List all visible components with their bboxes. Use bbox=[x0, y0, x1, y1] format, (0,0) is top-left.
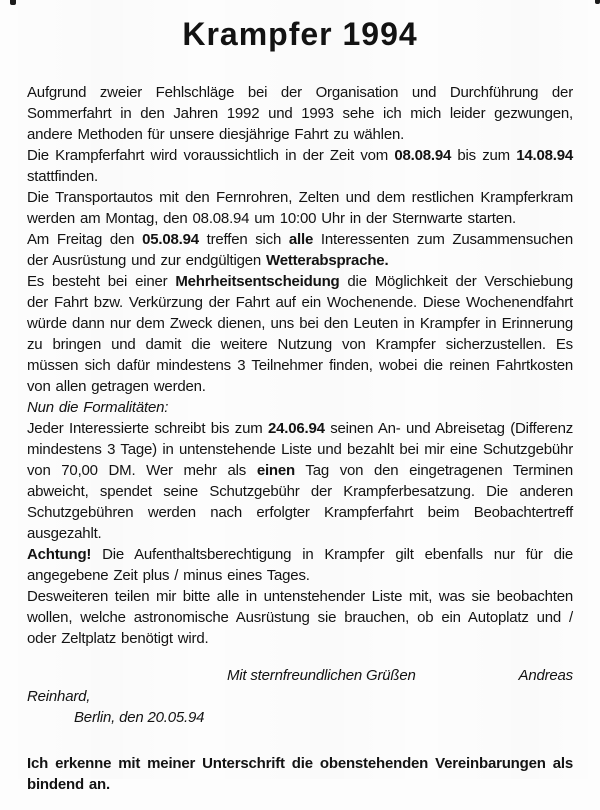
paragraph: Desweiteren teilen mir bitte alle in untenstehender Liste mit, was sie beobachten wollen, welche astronomische Ausrüstung sie brauchen, ob ein Autoplatz und / oder Zeltplatz benötigt wird. bbox=[27, 588, 573, 647]
closing-block bbox=[27, 665, 573, 728]
closing-line bbox=[27, 665, 573, 686]
scan-artifact-top-left bbox=[10, 0, 16, 5]
paragraph: Die Krampferfahrt wird voraussichtlich in der Zeit vom 08.08.94 bis zum 14.08.94 stattfinden. bbox=[27, 147, 574, 185]
paragraph: Am Freitag den 05.08.94 treffen sich alle Interessenten zum Zusammensuchen der Ausrüstung und zur endgültigen Wetterabsprache. bbox=[27, 231, 573, 269]
paragraph: Es besteht bei einer Mehrheitsentscheidung die Möglichkeit der Verschiebung der Fahrt bzw. Verkürzung der Fahrt auf ein Wochenende. Diese Wochenendfahrt würde dann nur dem Zweck dienen, uns bei den Leuten in Krampfer in Erinnerung zu bringen und damit die weitere Nutzung von Krampfer sicherzustellen. Es müssen sich dafür mindestens 3 Teilnehmer finden, wobei die reinen Fahrtkosten von allen getragen werden. bbox=[27, 273, 573, 395]
scan-artifact-top-right bbox=[595, 0, 600, 4]
signer-first-name: Andreas bbox=[518, 667, 573, 684]
place-and-date: Berlin, den 20.05.94 bbox=[74, 709, 205, 726]
agreement-statement: Ich erkenne mit meiner Unterschrift die obenstehenden Vereinbarungen als bindend an. bbox=[27, 755, 573, 793]
paragraph: Jeder Interessierte schreibt bis zum 24.06.94 seinen An- und Abreisetag (Differenz mindestens 3 Tage) in untenstehende Liste und bezahlt bei mir eine Schutzgebühr von 70,00 DM. Wer mehr als einen Tag von den eingetragenen Terminen abweicht, spendet seine Schutzgebühr der Krampferbesatzung. Die anderen Schutzgebühren werden nach erfolgter Krampferfahrt beim Beobachtertreff ausgezahlt. bbox=[27, 420, 574, 542]
document-body bbox=[27, 82, 573, 649]
paragraph: Achtung! Die Aufenthaltsberechtigung in Krampfer gilt ebenfalls nur für die angegebene Zeit plus / minus eines Tages. bbox=[27, 546, 573, 584]
paragraph: Die Transportautos mit den Fernrohren, Zelten und dem restlichen Krampferkram werden am Montag, den 08.08.94 um 10:00 Uhr in der Sternwarte starten. bbox=[27, 189, 573, 227]
paragraph: Aufgrund zweier Fehlschläge bei der Organisation und Durchführung der Sommerfahrt in den Jahren 1992 und 1993 sehe ich mich leider gezwungen, andere Methoden für unsere diesjährige Fahrt zu wählen. bbox=[27, 84, 573, 143]
page-title: Krampfer 1994 bbox=[182, 16, 418, 52]
closing-salutation: Mit sternfreundlichen Grüßen bbox=[227, 667, 416, 684]
document-content bbox=[27, 0, 573, 810]
signer-last-name: Reinhard, bbox=[27, 688, 91, 705]
paragraph: Nun die Formalitäten: bbox=[27, 399, 169, 416]
